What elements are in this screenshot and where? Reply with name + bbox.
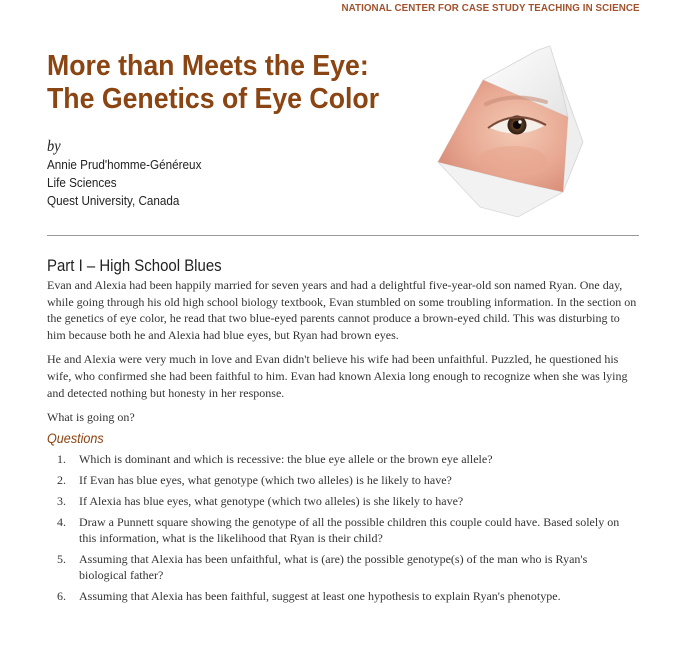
question-number: 6.	[57, 589, 66, 603]
eye-highlight	[518, 120, 521, 123]
organization-header: NATIONAL CENTER FOR CASE STUDY TEACHING IN SCIENCE	[341, 2, 640, 14]
section-divider	[47, 235, 639, 236]
question-number: 5.	[57, 552, 66, 566]
torn-paper-eye-image	[418, 42, 598, 222]
questions-list	[57, 451, 637, 609]
question-item	[57, 514, 637, 546]
author-department: Life Sciences	[47, 175, 117, 190]
question-number: 3.	[57, 494, 66, 508]
question-text: If Alexia has blue eyes, what genotype (which two alleles) is she likely to have?	[79, 494, 464, 508]
question-text: Which is dominant and which is recessive: the blue eye allele or the brown eye allele?	[79, 452, 493, 466]
question-item	[57, 551, 637, 583]
case-narrative	[47, 277, 641, 434]
question-text: If Evan has blue eyes, what genotype (which two alleles) is he likely to have?	[79, 473, 452, 487]
questions-heading: Questions	[47, 430, 104, 446]
part-heading: Part I – High School Blues	[47, 256, 222, 275]
cheek	[479, 146, 547, 174]
page-title	[47, 50, 379, 116]
title-line-2: The Genetics of Eye Color	[47, 83, 380, 115]
question-item	[57, 472, 637, 488]
question-item	[57, 588, 637, 604]
question-number: 1.	[57, 452, 66, 466]
question-text: Assuming that Alexia has been unfaithful, what is (are) the possible genotype(s) of the man who is Ryan's biological father?	[79, 552, 588, 582]
question-text: Draw a Punnett square showing the genotype of all the possible children this couple could have. Based solely on this information, what is the likelihood that Ryan is their child?	[79, 515, 620, 545]
narrative-paragraph: What is going on?	[47, 410, 135, 425]
question-item	[57, 493, 637, 509]
question-item	[57, 451, 637, 467]
narrative-paragraph: Evan and Alexia had been happily married for seven years and had a delightful five-year-old son named Ryan. One day, while going through his old high school biology textbook, Evan stumbled on some troubling information. In the section on the genetics of eye color, he read that two blue-eyed parents cannot produce a brown-eyed child. This was disturbing to him because both he and Alexia had blue eyes, but Ryan had brown eyes.	[47, 278, 637, 342]
question-text: Assuming that Alexia has been faithful, suggest at least one hypothesis to explain Ryan's phenotype.	[79, 589, 561, 603]
narrative-paragraph: He and Alexia were very much in love and Evan didn't believe his wife had been unfaithful. Puzzled, he questioned his wife, who confirmed she had been faithful to him. Evan had known Alexia long enough to recognize when she was lying and detected nothing but honesty in her response.	[47, 352, 628, 400]
author-byline	[47, 138, 201, 210]
byline-by: by	[47, 138, 61, 155]
question-number: 2.	[57, 473, 66, 487]
author-name: Annie Prud'homme-Généreux	[47, 157, 202, 172]
question-number: 4.	[57, 515, 66, 529]
author-institution: Quest University, Canada	[47, 193, 180, 208]
title-line-1: More than Meets the Eye:	[47, 50, 369, 82]
